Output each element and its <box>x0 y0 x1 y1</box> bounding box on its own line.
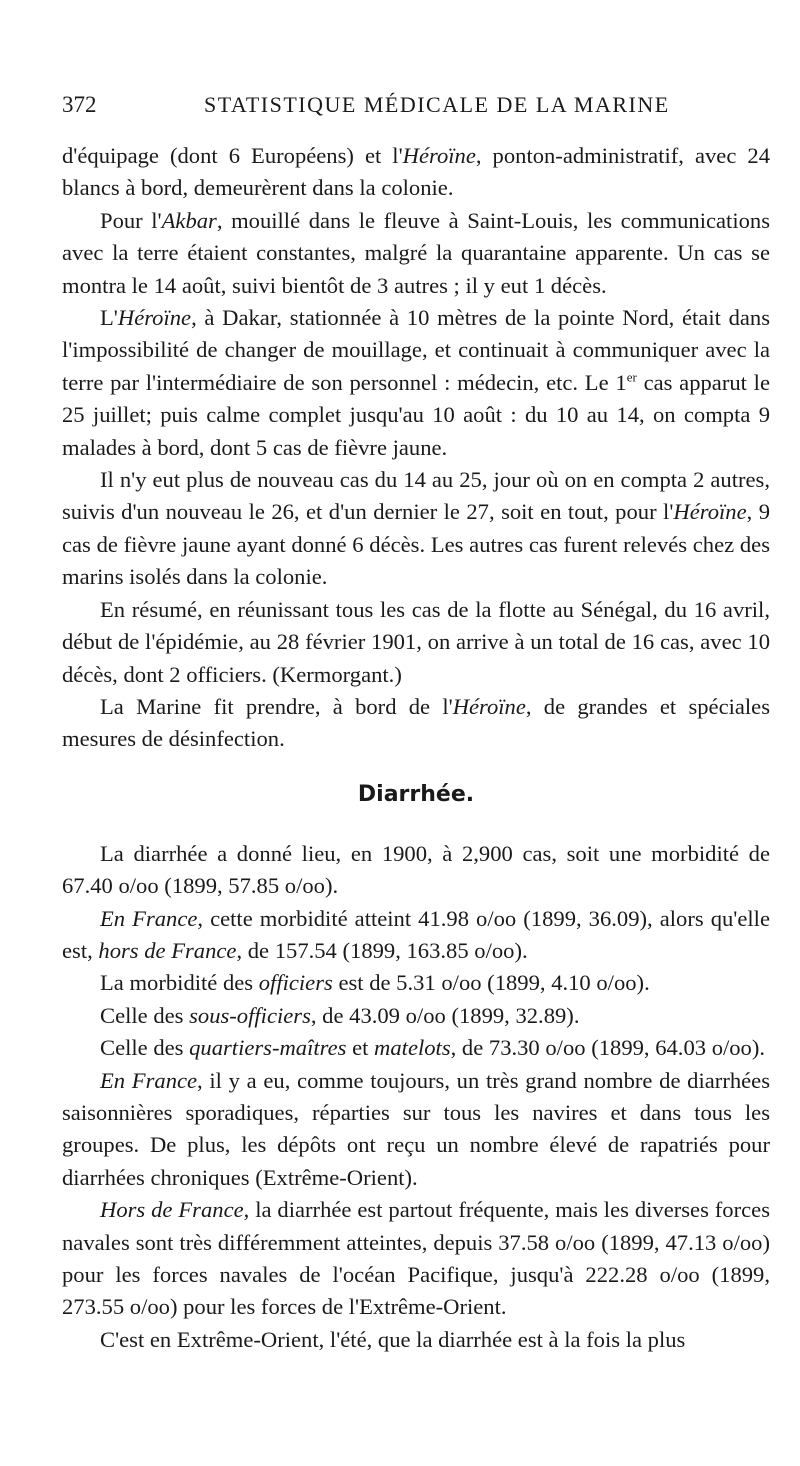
text-run: , 9 cas de fièvre jaune ayant donné 6 décès. Les autres cas furent relevés chez des marins isolés dans la colonie. <box>62 499 771 590</box>
text-run: , à Dakar, stationnée à 10 mètres de la pointe Nord, était dans l'impossibilité de changer de mouillage, et continuait à communiquer avec la terre par l'intermédiaire de son personnel : médecin, etc. Le 1 <box>62 305 770 395</box>
ship-name: Héroïne <box>402 143 476 168</box>
superscript: er <box>626 369 637 385</box>
text-run: La morbidité des <box>100 970 259 996</box>
paragraph <box>62 838 770 903</box>
page-header <box>62 92 740 122</box>
text-run: Il n'y eut plus de nouveau cas du 14 au 25, jour où on en compta 2 autres, suivis d'un nouveau le 26, et d'un dernier le 27, soit en tout, pour l' <box>62 467 770 525</box>
text-run: L' <box>100 305 118 331</box>
text-run: d'équipage (dont 6 Européens) et l' <box>62 143 403 168</box>
paragraph <box>62 1000 770 1032</box>
paragraph <box>62 1065 770 1195</box>
paragraph <box>62 205 770 302</box>
italic-run: matelots <box>374 1035 451 1061</box>
italic-run: quartiers-maîtres <box>189 1035 347 1061</box>
text-run: En résumé, en réunissant tous les cas de la flotte au Sénégal, du 16 avril, début de l'épidémie, au 28 février 1901, on arrive à un total de 16 cas, avec 10 décès, dont 2 officiers. (Kermorgant.) <box>62 596 770 687</box>
text-run: est de 5.31 o/oo (1899, 4.10 o/oo). <box>332 970 650 996</box>
italic-run: En France <box>100 905 198 931</box>
section-title: Diarrhée. <box>357 781 475 807</box>
paragraph <box>62 1032 770 1064</box>
text-run: , mouillé dans le fleuve à Saint-Louis, les communications avec la terre étaient constantes, malgré la quarantaine apparente. Un cas se montra le 14 août, suivi bientôt de 3 autres ; il y eut 1 décès. <box>62 207 770 298</box>
text-run: et <box>346 1035 375 1061</box>
text-run: , de grandes et spéciales mesures de désinfection. <box>62 693 770 752</box>
page-number: 372 <box>62 92 97 117</box>
paragraph <box>62 140 770 205</box>
text-run: La diarrhée a donné lieu, en 1900, à 2,900 cas, soit une morbidité de 67.40 o/oo (1899, 57.85 o/oo). <box>62 840 770 899</box>
text-run: , ponton-administratif, avec 24 blancs à bord, demeurèrent dans la colonie. <box>62 143 770 201</box>
text-run: , de 157.54 (1899, 163.85 o/oo). <box>236 937 528 963</box>
paragraph <box>62 1194 770 1324</box>
paragraph <box>62 594 770 691</box>
ship-name: Akbar <box>161 207 217 233</box>
italic-run: En France <box>100 1067 198 1093</box>
paragraph <box>62 691 770 756</box>
paragraph <box>62 1324 770 1356</box>
text-run: , la diarrhée est partout fréquente, mais les diverses forces navales sont très différemment atteintes, depuis 37.58 o/oo (1899, 47.13 o/oo) pour les forces navales de l'océan Pacifique, jusqu'à 222.28 o/oo (1899, 273.55 o/oo) pour les forces de l'Extrême-Orient. <box>62 1197 770 1320</box>
body-text <box>62 140 770 1356</box>
italic-run: hors de France <box>98 937 237 963</box>
ship-name: Héroïne <box>452 693 526 719</box>
italic-run: sous-officiers <box>189 1002 311 1028</box>
paragraph <box>62 903 770 968</box>
text-run: , de 73.30 o/oo (1899, 64.03 o/oo). <box>450 1035 766 1061</box>
italic-run: officiers <box>258 970 333 996</box>
text-run: C'est en Extrême-Orient, l'été, que la diarrhée est à la fois la plus <box>100 1326 686 1352</box>
paragraph <box>62 967 770 999</box>
text-run: Celle des <box>100 1002 190 1028</box>
text-run: , il y a eu, comme toujours, un très grand nombre de diarrhées saisonnières sporadiques, réparties sur tous les navires et dans tous les groupes. De plus, les dépôts ont reçu un nombre élevé de rapatriés pour diarrhées chroniques (Extrême-Orient). <box>62 1067 770 1190</box>
text-run: , de 43.09 o/oo (1899, 32.89). <box>310 1002 580 1028</box>
text-run: cas apparut le 25 juillet; puis calme complet jusqu'au 10 août : du 10 au 14, on compta 9 malades à bord, dont 5 cas de fièvre jaune. <box>62 369 770 460</box>
text-run: , cette morbidité atteint 41.98 o/oo (1899, 36.09), alors qu'elle est, <box>62 905 770 963</box>
running-title: STATISTIQUE MÉDICALE DE LA MARINE <box>204 92 670 117</box>
text-run: Pour l' <box>100 207 162 233</box>
italic-run: Hors de France <box>100 1197 244 1223</box>
ship-name: Héroïne <box>673 499 747 525</box>
ship-name: Héroïne <box>117 305 192 331</box>
paragraph <box>62 302 770 464</box>
text-run: La Marine fit prendre, à bord de l' <box>100 693 453 719</box>
paragraph <box>62 464 770 594</box>
text-run: Celle des <box>100 1035 190 1061</box>
